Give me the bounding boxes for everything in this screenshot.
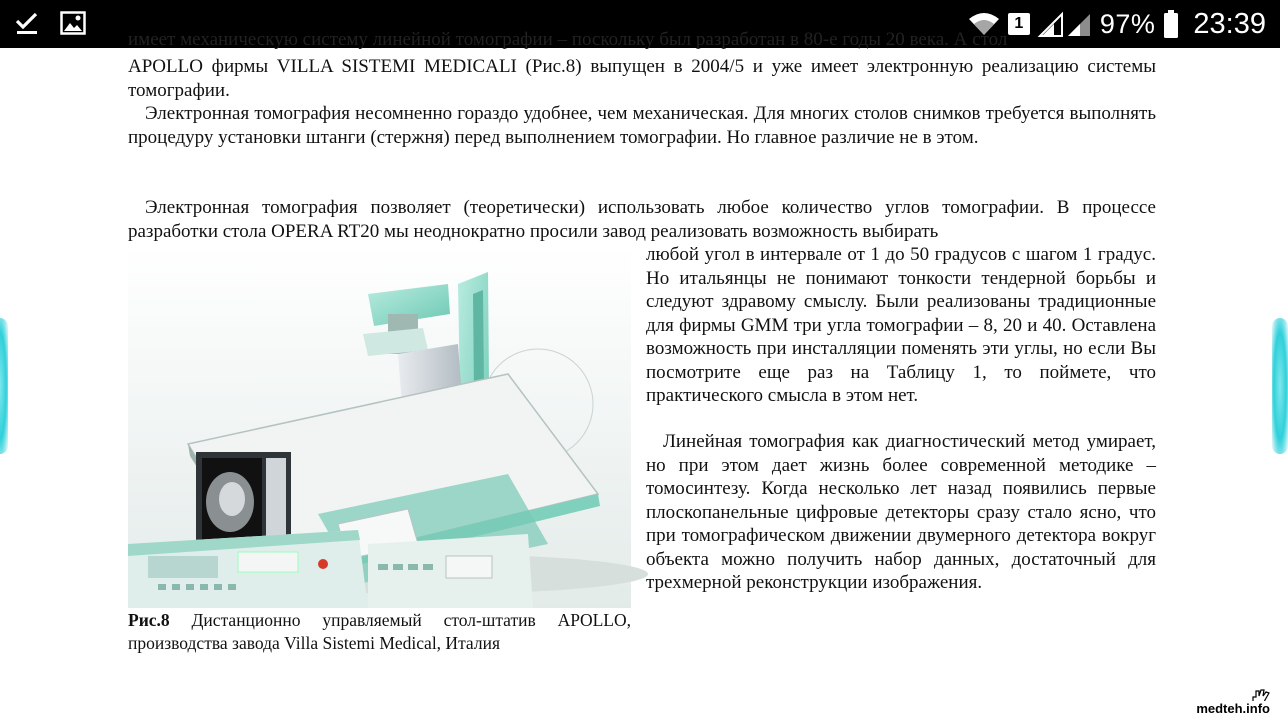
download-done-icon bbox=[14, 10, 40, 36]
paragraph-1: APOLLO фирмы VILLA SISTEMI MEDICALI (Рис.8) выпущен в 2004/5 и уже имеет электронную реализацию системы томографии. bbox=[128, 56, 1156, 101]
cut-off-line: имеет механическую систему линейной томографии – поскольку был разработан в 80-е годы 20 века. А стол bbox=[128, 29, 1008, 50]
paragraph-4: любой угол в интервале от 1 до 50 градусов с шагом 1 градус. Но итальянцы не понимают тонкости тендерной борьбы и следуют здравому смыслу. Были реализованы традиционные для фирмы GMM три угла томографии – 8, 20 и 40. Оставлена возможность при инсталляции поменять эти углы, но если Вы посмотрите еще раз на Таблицу 1, то поймете, что практического смысла в этом нет. bbox=[646, 244, 1156, 406]
paragraph-2: Электронная томография несомненно гораздо удобнее, чем механическая. Для многих столов снимков требуется выполнять процедуру установки штанги (стержня) перед выполнением томографии. Но главное различие не в этом. bbox=[128, 103, 1156, 148]
watermark: medteh.info bbox=[1196, 701, 1270, 716]
xray-table-figure bbox=[128, 244, 631, 608]
caption-text: Дистанционно управляемый стол-штатив APOLLO, производства завода Villa Sistemi Medical, Италия bbox=[128, 610, 631, 653]
paragraph-3: Электронная томография позволяет (теоретически) использовать любое количество углов томографии. В процессе разработки стола OPERA RT20 мы неоднократно просили завод реализовать возможность выбирать bbox=[128, 197, 1156, 242]
left-edge-panel-handle[interactable] bbox=[0, 318, 8, 454]
caption-label: Рис.8 bbox=[128, 610, 170, 630]
battery-icon bbox=[1163, 10, 1179, 38]
battery-percent: 97% bbox=[1099, 8, 1156, 39]
clock: 23:39 bbox=[1193, 7, 1266, 40]
gallery-icon bbox=[60, 10, 86, 36]
paragraph-5: Линейная томография как диагностический метод умирает, но при этом дает жизнь более современной методике – томосинтезу. Когда несколько лет назад появились первые плоскопанельные цифровые детекторы сразу стало ясно, что при томографическом движении двумерного детектора вокруг объекта можно получить набор данных, достаточный для трехмерной реконструкции изображения. bbox=[646, 431, 1156, 593]
figure-caption bbox=[128, 609, 631, 655]
right-edge-panel-handle[interactable] bbox=[1272, 318, 1288, 454]
sim-icon: 1 bbox=[1008, 13, 1030, 35]
